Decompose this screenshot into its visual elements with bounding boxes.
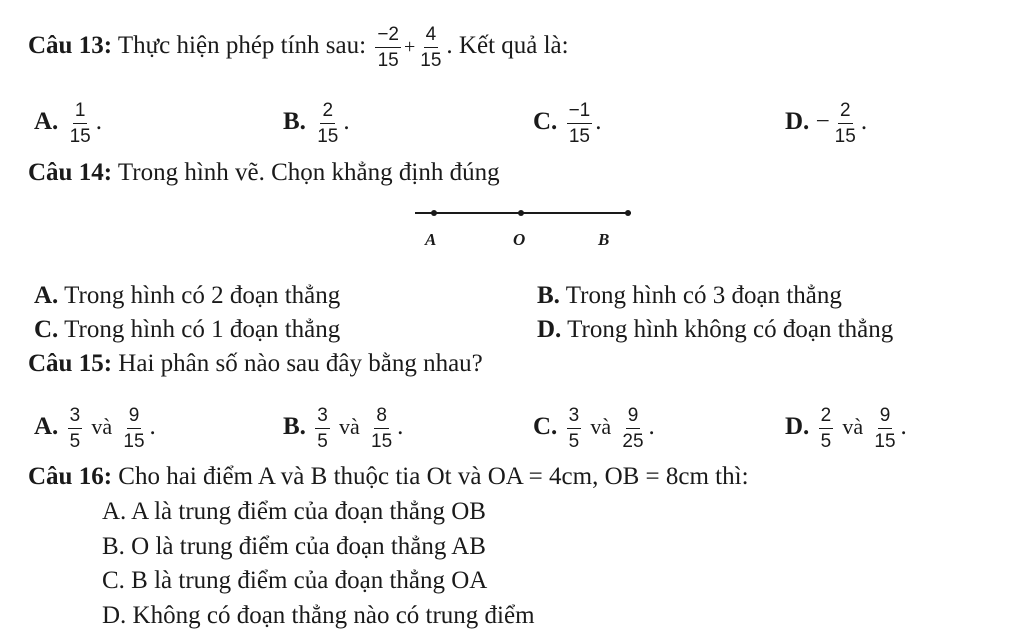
q14-label: Câu 14: bbox=[28, 159, 113, 186]
option-fraction-2 bbox=[121, 405, 146, 452]
q13-option-b[interactable] bbox=[283, 100, 350, 147]
option-period: . bbox=[860, 108, 868, 136]
q14-option-c[interactable] bbox=[34, 315, 340, 345]
option-period: . bbox=[595, 108, 602, 136]
q16-option-c[interactable]: C. B là trung điểm của đoạn thẳng OA bbox=[102, 567, 488, 594]
q15-label: Câu 15: bbox=[28, 350, 113, 377]
point-a-label: A bbox=[425, 230, 437, 249]
numerator: −2 bbox=[375, 24, 401, 48]
q16-option-b[interactable]: B. O là trung điểm của đoạn thẳng AB bbox=[102, 533, 486, 560]
option-period: . bbox=[397, 413, 404, 441]
option-letter: B. bbox=[537, 282, 560, 309]
q15-text: Hai phân số nào sau đây bằng nhau? bbox=[118, 350, 483, 377]
option-sign: − bbox=[815, 108, 830, 136]
denominator: 5 bbox=[317, 431, 328, 452]
q13-tail: . Kết quả là: bbox=[446, 32, 569, 60]
option-letter: B. bbox=[283, 108, 306, 136]
option-period: . bbox=[648, 413, 655, 441]
point-o-dot bbox=[518, 210, 524, 216]
q14-option-b[interactable] bbox=[537, 281, 842, 311]
q13-fraction-2 bbox=[418, 24, 443, 71]
denominator: 15 bbox=[874, 431, 896, 452]
option-fraction-2 bbox=[620, 405, 645, 452]
option-letter: D. bbox=[537, 316, 562, 343]
option-connector: và bbox=[590, 414, 612, 440]
q13-option-d[interactable] bbox=[785, 100, 867, 147]
denominator: 15 bbox=[123, 431, 145, 452]
numerator: 4 bbox=[424, 24, 439, 48]
q15-option-b[interactable] bbox=[283, 405, 403, 452]
q15-option-c[interactable] bbox=[533, 405, 655, 452]
q16-text: Cho hai điểm A và B thuộc tia Ot và OA = 4cm, OB = 8cm thì: bbox=[118, 463, 749, 490]
q15-option-a[interactable] bbox=[34, 405, 156, 452]
option-period: . bbox=[343, 108, 350, 136]
option-letter: D. bbox=[785, 108, 810, 136]
denominator: 15 bbox=[371, 431, 393, 452]
numerator: 9 bbox=[127, 405, 142, 429]
q16-option-a[interactable]: A. A là trung điểm của đoạn thẳng OB bbox=[102, 498, 486, 525]
point-a-dot bbox=[431, 210, 437, 216]
option-text: Trong hình có 2 đoạn thẳng bbox=[64, 282, 341, 309]
q14-stem bbox=[28, 158, 500, 188]
option-fraction-2 bbox=[872, 405, 897, 452]
option-fraction bbox=[567, 100, 593, 147]
q13-stem bbox=[28, 24, 569, 71]
q16-option-d[interactable]: D. Không có đoạn thẳng nào có trung điểm bbox=[102, 602, 535, 629]
q14-option-a[interactable] bbox=[34, 281, 340, 311]
option-fraction-1 bbox=[315, 405, 330, 452]
numerator: 9 bbox=[626, 405, 641, 429]
numerator: 2 bbox=[819, 405, 834, 429]
numerator: −1 bbox=[567, 100, 593, 124]
q13-text: Thực hiện phép tính sau: bbox=[117, 32, 367, 60]
option-letter: D. bbox=[785, 413, 810, 441]
numerator: 2 bbox=[838, 100, 853, 124]
numerator: 3 bbox=[68, 405, 83, 429]
q14-option-d[interactable] bbox=[537, 315, 893, 345]
option-text: Trong hình có 3 đoạn thẳng bbox=[565, 282, 842, 309]
q13-label: Câu 13: bbox=[28, 32, 113, 60]
numerator: 3 bbox=[567, 405, 582, 429]
option-connector: và bbox=[339, 414, 360, 440]
option-period: . bbox=[900, 413, 907, 441]
q13-option-a[interactable] bbox=[34, 100, 102, 147]
q16-stem bbox=[28, 462, 749, 492]
option-period: . bbox=[149, 413, 156, 441]
point-b-dot bbox=[625, 210, 631, 216]
option-text: Trong hình không có đoạn thẳng bbox=[567, 316, 894, 343]
option-fraction-1 bbox=[68, 405, 83, 452]
denominator: 15 bbox=[568, 126, 590, 147]
numerator: 1 bbox=[73, 100, 88, 124]
option-letter: A. bbox=[34, 108, 59, 136]
denominator: 15 bbox=[69, 126, 91, 147]
option-letter: C. bbox=[533, 108, 558, 136]
q14-figure-segment bbox=[405, 205, 645, 225]
option-period: . bbox=[95, 108, 102, 136]
option-letter: C. bbox=[34, 316, 59, 343]
option-fraction bbox=[315, 100, 340, 147]
point-o-label: O bbox=[513, 230, 526, 249]
q15-stem bbox=[28, 349, 483, 379]
denominator: 5 bbox=[69, 431, 81, 452]
denominator: 25 bbox=[622, 431, 644, 452]
option-letter: B. bbox=[283, 413, 306, 441]
denominator: 15 bbox=[420, 50, 442, 71]
option-letter: A. bbox=[34, 282, 59, 309]
numerator: 3 bbox=[315, 405, 330, 429]
denominator: 15 bbox=[377, 50, 399, 71]
denominator: 15 bbox=[834, 126, 856, 147]
option-fraction-1 bbox=[567, 405, 582, 452]
option-fraction bbox=[833, 100, 858, 147]
numerator: 9 bbox=[878, 405, 893, 429]
q16-label: Câu 16: bbox=[28, 463, 113, 490]
denominator: 5 bbox=[820, 431, 832, 452]
q14-text: Trong hình vẽ. Chọn khẳng định đúng bbox=[117, 159, 500, 186]
option-connector: và bbox=[842, 414, 864, 440]
q15-option-d[interactable] bbox=[785, 405, 907, 452]
denominator: 15 bbox=[317, 126, 339, 147]
option-connector: và bbox=[91, 414, 113, 440]
option-text: Trong hình có 1 đoạn thẳng bbox=[64, 316, 341, 343]
option-letter: C. bbox=[533, 413, 558, 441]
q13-plus: + bbox=[404, 36, 416, 59]
point-b-label: B bbox=[598, 230, 610, 249]
numerator: 8 bbox=[374, 405, 389, 429]
q13-option-c[interactable] bbox=[533, 100, 601, 147]
option-fraction-2 bbox=[369, 405, 394, 452]
denominator: 5 bbox=[568, 431, 580, 452]
q13-fraction-1 bbox=[375, 24, 401, 71]
numerator: 2 bbox=[320, 100, 335, 124]
option-fraction bbox=[68, 100, 93, 147]
option-letter: A. bbox=[34, 413, 59, 441]
option-fraction-1 bbox=[819, 405, 834, 452]
